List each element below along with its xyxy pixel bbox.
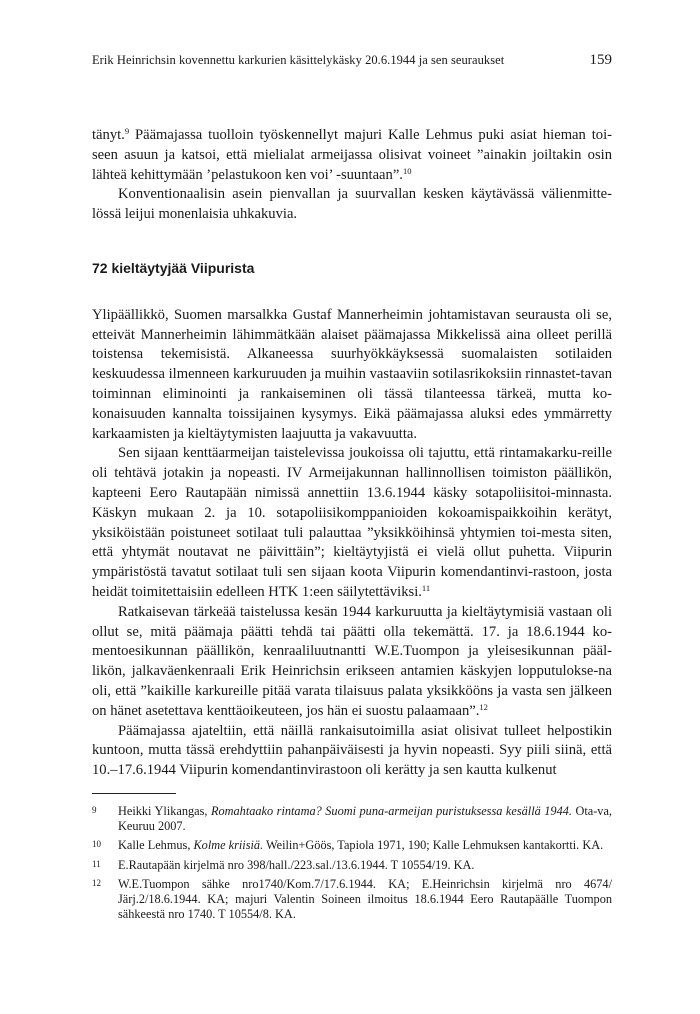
footnote-number: 11 — [92, 858, 101, 869]
footnote-ref[interactable]: 12 — [479, 701, 488, 712]
paragraph: Ylipäällikkö, Suomen marsalkka Gustaf Mannerheimin johtamistavan seurausta oli se, etteivät Mannerheimin lähimmätkään alaiset päämajassa Mikkelissä aina olleet perillä toistensa tekemisistä. Alkaneessa suurhyökkäyksessä suomalaisten sotilaiden keskuudessa ilmenneen karkuruuden ja muihin vastaaviin sotilasrikoksiin rinnastet-tavan toiminnan eliminointi ja rankaiseminen oli tässä tilanteessa tärkeä, mutta ko-konaisuuden kannalta toissijainen kysymys. Eikä päämajassa aluksi edes ymmärretty karkaamisten ja kieltäytymisten laajuutta ja vakavuutta. — [92, 306, 612, 442]
footnote-ref[interactable]: 11 — [421, 582, 431, 593]
paragraph-text: Sen sijaan kenttäarmeijan taistelevissa joukoissa oli tajuttu, että rintamakarku-reille oli tehtävä jotakin ja nopeasti. IV Armeijakunnan hallinnollisen toimiston päällikön, kapteeni Eero Rautapään nimissä annettiin 13.6.1944 käsky sotapoliisitoi-minnasta. Käskyn mukaan 2. ja 10. sotapoliisikomppanioiden kokoamispaikkoihin kerätyt, yksiköistään poistuneet sotilaat tuli palauttaa ”yksikköihinsä yhtymien toi-mesta siten, että yhtymät noutavat ne päivittäin”; kieltäytyjistä ei vielä ollut puhetta. Viipurin ympäristöstä tavatut sotilaat tuli sen sijaan koota Viipurin komendantinvi-rastoon, josta heidät toimitettaisiin edelleen HTK 1:een säilytettäviksi. — [92, 445, 612, 600]
footnote-number: 9 — [92, 805, 97, 815]
paragraph — [92, 444, 612, 602]
footnote-text: Weilin+Göös, Tapiola 1971, 190; Kalle Lehmuksen kantakortti. KA. — [263, 838, 604, 853]
page-number: 159 — [589, 52, 612, 68]
paragraph — [92, 603, 612, 722]
paragraph: Konventionaalisin asein pienvallan ja suurvallan kesken käytävässä välienmitte-lössä leijui monenlaisia uhkakuvia. — [92, 186, 612, 223]
paragraph-text: Päämajassa tuolloin työskennellyt majuri Kalle Lehmus puki asiat hieman toi-seen asuun ja katsoi, että mielialat armeijassa olisivat voineet ”ainakin joiltakin osin lähteä kehittymään ’pelastukoon ken voi’ -suuntaan”. — [92, 127, 612, 183]
paragraph: Päämajassa ajateltiin, että näillä rankaisutoimilla asiat olisivat tulleet helpostikin kuntoon, mutta tässä erehdyttiin pahanpäiväisesti ja hyvin nopeasti. Syy piili siinä, että 10.–17.6.1944 Viipurin komendantinvirastoon oli kerätty ja sen kautta kulkenut — [92, 722, 612, 779]
footnote-title: Kolme kriisiä. — [193, 838, 264, 853]
running-header — [92, 52, 612, 69]
footnote-text: Kalle Lehmus, — [118, 838, 194, 853]
paragraph-text: tänyt. — [92, 127, 125, 143]
footnote-number: 12 — [92, 877, 101, 888]
footnote-text: Heikki Ylikangas, — [118, 804, 211, 818]
footnotes — [92, 793, 612, 926]
body-text — [92, 126, 612, 781]
footnote-ref[interactable]: 10 — [402, 165, 412, 176]
footnote-ref[interactable]: 9 — [124, 126, 130, 136]
footnote — [92, 858, 612, 873]
footnote — [92, 838, 612, 853]
footnote-text: E.Rautapään kirjelmä nro 398/hall./223.sal./13.6.1944. T 10554/19. KA. — [118, 857, 475, 872]
footnote-title: Romahtaako rintama? Suomi puna-armeijan puristuksessa kesällä 1944. — [210, 804, 572, 818]
paragraph — [92, 126, 612, 185]
section-heading: 72 kieltäytyjää Viipurista — [92, 259, 255, 276]
footnote-divider — [92, 793, 176, 794]
footnote-number: 10 — [92, 839, 101, 850]
footnote — [92, 877, 612, 923]
paragraph-text: Ratkaisevan tärkeää taistelussa kesän 1944 karkuruutta ja kieltäytymisiä vastaan oli ollut se, mitä päämaja päätti tehdä tai päätti olla tekemättä. 17. ja 18.6.1944 ko-mentoesikunnan päällikön, kenraaliluutnantti W.E.Tuompon ja yleisesikunnan pääl-likön, jalkaväenkenraali Erik Heinrichsin erikseen antamien käskyjen lopputulokse-na oli, että ”kaikille karkureille pitää varata tilaisuus palata yksikkööns ja vasta sen jälkeen on hänet asetettava kenttäoikeuteen, jos hän ei suostu palaamaan”. — [92, 603, 612, 719]
footnote-text: Ota-va, Keuruu 2007. — [118, 804, 612, 834]
footnote-text: W.E.Tuompon sähke nro1740/Kom.7/17.6.1944. KA; E.Heinrichsin kirjelmä nro 4674/ Järj.2/18.6.1944. KA; majuri Valentin Soineen ilmoitus 18.6.1944 Eero Rautapäälle Tuompon sähkeestä nro 1740. T 10554/8. KA. — [118, 876, 612, 922]
footnote — [92, 804, 612, 834]
running-title: Erik Heinrichsin kovennettu karkurien käsittelykäsky 20.6.1944 ja sen seuraukset — [92, 53, 505, 67]
